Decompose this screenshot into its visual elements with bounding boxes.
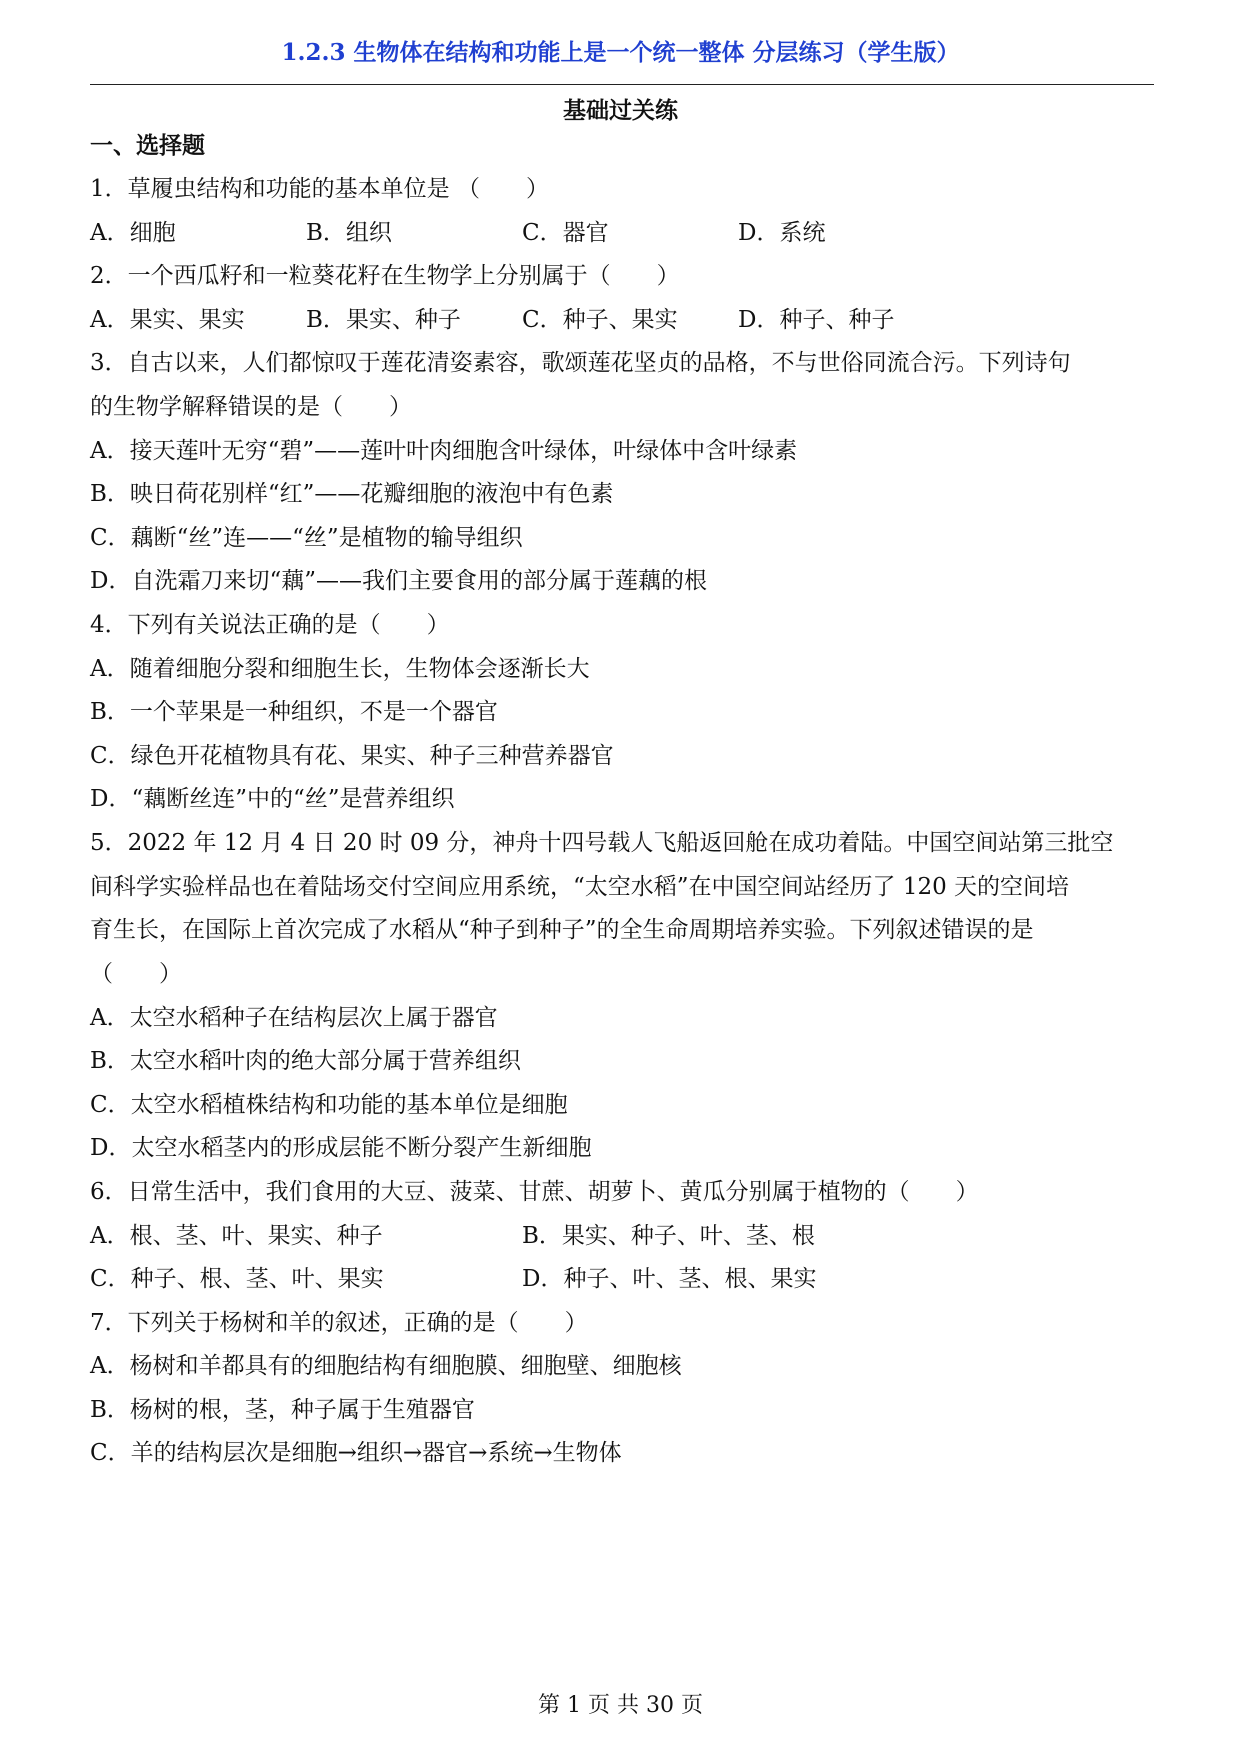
question-2-stem: 2．一个西瓜籽和一粒葵花籽在生物学上分别属于（ ） — [90, 263, 680, 289]
question-3-option-b: B．映日荷花别样“红”——花瓣细胞的液泡中有色素 — [90, 481, 614, 507]
question-4-option-b: B．一个苹果是一种组织，不是一个器官 — [90, 699, 498, 725]
question-7-stem: 7．下列关于杨树和羊的叙述，正确的是（ ） — [90, 1310, 588, 1336]
question-1-option-a: A．细胞 — [90, 220, 176, 246]
question-3-option-c: C．藕断“丝”连——“丝”是植物的输导组织 — [90, 525, 523, 551]
question-4-option-d: D．“藕断丝连”中的“丝”是营养组织 — [90, 786, 455, 812]
question-5-stem-line-4: （ ） — [90, 961, 182, 987]
question-2-option-a: A．果实、果实 — [90, 307, 245, 333]
question-7-option-c: C．羊的结构层次是细胞→组织→器官→系统→生物体 — [90, 1440, 622, 1466]
question-2-option-c: C．种子、果实 — [522, 307, 678, 333]
question-1-option-c: C．器官 — [522, 220, 609, 246]
question-5-option-a: A．太空水稻种子在结构层次上属于器官 — [90, 1005, 498, 1031]
question-4-option-a: A．随着细胞分裂和细胞生长，生物体会逐渐长大 — [90, 656, 590, 682]
question-1-option-b: B．组织 — [306, 220, 392, 246]
part-title: 一、选择题 — [90, 132, 205, 159]
question-6-option-d: D．种子、叶、茎、根、果实 — [522, 1266, 817, 1292]
question-5-stem-line-2: 间科学实验样品也在着陆场交付空间应用系统，“太空水稻”在中国空间站经历了 120 天的空间培 — [90, 874, 1070, 900]
question-3-stem-line-2: 的生物学解释错误的是（ ） — [90, 394, 412, 420]
page-number-footer: 第 1 页 共 30 页 — [538, 1693, 703, 1718]
question-7-option-b: B．杨树的根，茎，种子属于生殖器官 — [90, 1397, 475, 1423]
document-header-title: 1.2.3 生物体在结构和功能上是一个统一整体 分层练习（学生版） — [281, 39, 960, 66]
section-title: 基础过关练 — [563, 97, 678, 124]
question-5-stem-line-3: 育生长，在国际上首次完成了水稻从“种子到种子”的全生命周期培养实验。下列叙述错误的是 — [90, 917, 1034, 943]
question-6-stem: 6．日常生活中，我们食用的大豆、菠菜、甘蔗、胡萝卜、黄瓜分别属于植物的（ ） — [90, 1179, 979, 1205]
question-5-stem-line-1: 5．2022 年 12 月 4 日 20 时 09 分，神舟十四号载人飞船返回舱在成功着陆。中国空间站第三批空 — [90, 830, 1114, 856]
question-6-option-a: A．根、茎、叶、果实、种子 — [90, 1223, 383, 1249]
question-3-option-a: A．接天莲叶无穷“碧”——莲叶叶肉细胞含叶绿体，叶绿体中含叶绿素 — [90, 438, 798, 464]
question-1-option-d: D．系统 — [738, 220, 826, 246]
question-4-stem: 4．下列有关说法正确的是（ ） — [90, 612, 450, 638]
header-divider — [90, 84, 1154, 85]
question-4-option-c: C．绿色开花植物具有花、果实、种子三种营养器官 — [90, 743, 614, 769]
question-3-stem-line-1: 3．自古以来，人们都惊叹于莲花清姿素容，歌颂莲花坚贞的品格，不与世俗同流合污。下列诗句 — [90, 350, 1071, 376]
question-5-option-d: D．太空水稻茎内的形成层能不断分裂产生新细胞 — [90, 1135, 592, 1161]
question-2-option-d: D．种子、种子 — [738, 307, 895, 333]
question-3-option-d: D．自洗霜刀来切“藕”——我们主要食用的部分属于莲藕的根 — [90, 568, 707, 594]
question-1-stem: 1．草履虫结构和功能的基本单位是 （ ） — [90, 176, 549, 202]
question-5-option-c: C．太空水稻植株结构和功能的基本单位是细胞 — [90, 1092, 568, 1118]
question-7-option-a: A．杨树和羊都具有的细胞结构有细胞膜、细胞壁、细胞核 — [90, 1353, 682, 1379]
question-5-option-b: B．太空水稻叶肉的绝大部分属于营养组织 — [90, 1048, 521, 1074]
question-6-option-b: B．果实、种子、叶、茎、根 — [522, 1223, 815, 1249]
question-2-option-b: B．果实、种子 — [306, 307, 461, 333]
question-6-option-c: C．种子、根、茎、叶、果实 — [90, 1266, 384, 1292]
